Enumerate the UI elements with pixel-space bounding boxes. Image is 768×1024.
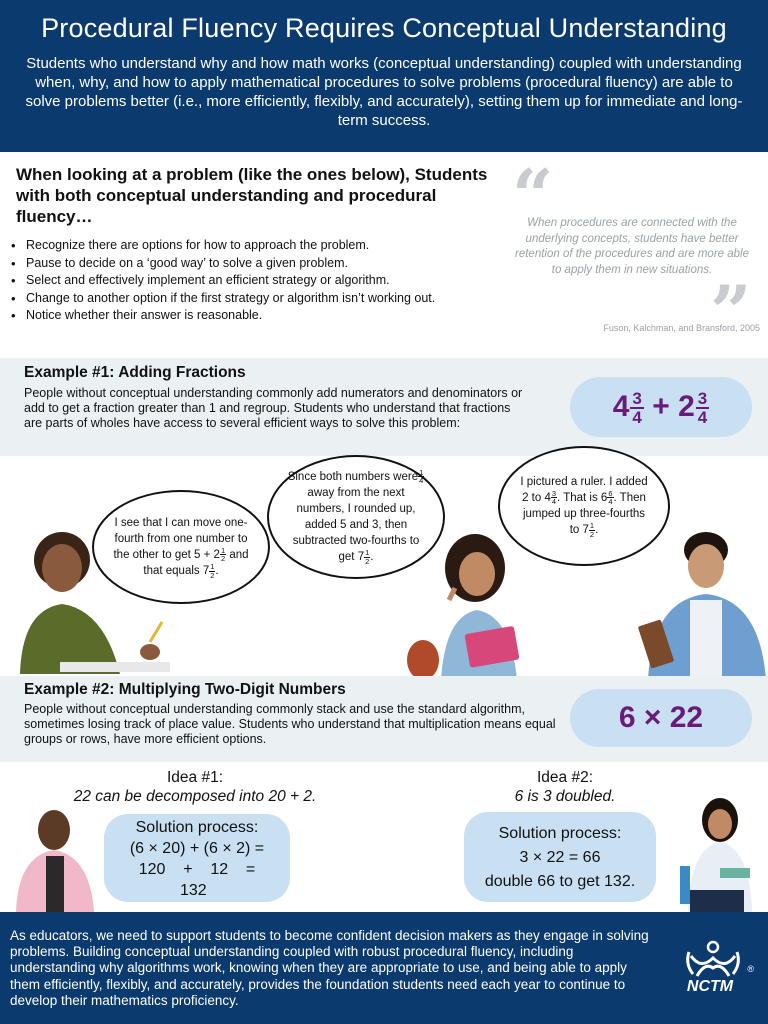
idea-1-subtitle: 22 can be decomposed into 20 + 2. [73, 788, 317, 805]
page-title: Procedural Fluency Requires Conceptual Understanding [41, 13, 727, 43]
open-quote-icon: “ [512, 153, 554, 238]
intro-bullet-list [10, 237, 550, 325]
idea-1-line-1: (6 × 20) + (6 × 2) = [129, 840, 265, 857]
problem-fraction-2: $\frac{3}{4}$ [697, 389, 708, 428]
list-item: • Change to another option if the first strategy or algorithm isn’t working out. [10, 290, 550, 308]
problem-whole-1: 4 [612, 390, 630, 423]
idea-1-solution-label: Solution process: [135, 819, 259, 836]
idea-2-title: Idea #2: [536, 769, 594, 786]
multiplication-problem-pill: 6 × 22 [570, 689, 752, 747]
footer-text: As educators, we need to support students to become confident decision makers as they engage in solving problems. Building conceptual understanding coupled with robust procedural fluency, including understanding why algorithms work, knowing when they are appropriate to use, and being able to apply them efficiently, flexibly, and accurately, provides the foundation students need each year to continue to develop their mathematics proficiency. [10, 928, 649, 1008]
quote-citation: Fuson, Kalchman, and Bransford, 2005 [603, 323, 760, 333]
nctm-logo [678, 940, 754, 1002]
quote-text: When procedures are connected with the underlying concepts, students have better retention of the procedures and are more able to apply them in new situations. [515, 217, 749, 276]
list-item: • Select and effectively implement an efficient strategy or algorithm. [10, 272, 550, 290]
idea-1-line-3: 132 [180, 882, 207, 899]
idea-1 [40, 768, 350, 806]
speech-bubble-1 [92, 490, 270, 604]
idea-2-subtitle: 6 is 3 doubled. [514, 788, 616, 805]
student-boy-books-illustration [638, 530, 768, 680]
bubble-3-text: I pictured a ruler. I added 2 to 4 $\frac{3}{4}$ . That is 6 $\frac{6}{4}$ . Then jumped up three-fourths to 7 $\frac{1}{2}$ . [520, 475, 648, 539]
nctm-logo-text: NCTM [686, 978, 734, 995]
problem-whole-2: 2 [678, 390, 695, 423]
list-item: • Recognize there are options for how to approach the problem. [10, 237, 550, 255]
example1-body: People without conceptual understanding commonly add numerators and denominators or add to get a fraction greater than 1 and regroup. Students who understand that fractions are parts of wholes have access to several efficient ways to solve this problem: [24, 386, 523, 430]
example2-body: People without conceptual understanding commonly stack and use the standard algorithm, sometimes losing track of place value. Students who understand that multiplication means equal groups or rows, have more efficient options. [24, 702, 556, 746]
example1-heading: Example #1: Adding Fractions [24, 364, 246, 381]
student-boy-phone-illustration [8, 808, 98, 912]
page-subtitle: Students who understand why and how math works (conceptual understanding) coupled with understanding when, why, and how to apply mathematical procedures to solve problems (procedural fluency) are able to solve problems better (i.e., more efficiently, flexibly, and accurately), setting them up for immediate and long-term success. [25, 55, 743, 129]
example2-heading: Example #2: Multiplying Two-Digit Numbers [24, 681, 346, 698]
speech-bubble-2 [267, 455, 445, 579]
intro-heading: When looking at a problem (like the ones below), Students with both conceptual understanding and procedural fluency… [16, 165, 488, 226]
student-girl-notebook-illustration [660, 796, 760, 912]
idea-2-solution-box [464, 812, 656, 902]
idea-2-solution-label: Solution process: [498, 825, 622, 842]
idea-2-line-2: double 66 to get 132. [484, 873, 636, 890]
bubble-2-text: Since both numbers were $\frac{1}{4}$ away from the next numbers, I rounded up, added 5 and 3, then subtracted two-fourths to get 7 $\frac{1}{2}$ . [287, 467, 424, 566]
idea-1-solution-box [104, 814, 290, 902]
nctm-logo-icon [683, 940, 743, 978]
close-quote-icon: ” [710, 269, 752, 354]
speech-bubble-3 [498, 446, 670, 566]
bubble-1-text: I see that I can move one-fourth from one number to the other to get 5 + 2 $\frac{1}{2}$ and that equals 7 $\frac{1}{2}$ . [113, 516, 249, 580]
idea-2-line-1: 3 × 22 = 66 [519, 849, 601, 866]
list-item: • Pause to decide on a ‘good way’ to solve a given problem. [10, 255, 550, 273]
idea-1-title: Idea #1: [166, 769, 224, 786]
problem-operator: + [652, 390, 670, 423]
registered-mark: ® [747, 964, 754, 974]
fraction-problem-pill [570, 377, 752, 437]
idea-1-line-2: 120 + 12 = [138, 861, 256, 878]
problem-fraction-1: $\frac{3}{4}$ [632, 389, 642, 428]
header-banner [0, 0, 768, 152]
idea-2 [470, 768, 660, 806]
footer-banner [0, 912, 768, 1024]
list-item: • Notice whether their answer is reasonable. [10, 307, 550, 325]
